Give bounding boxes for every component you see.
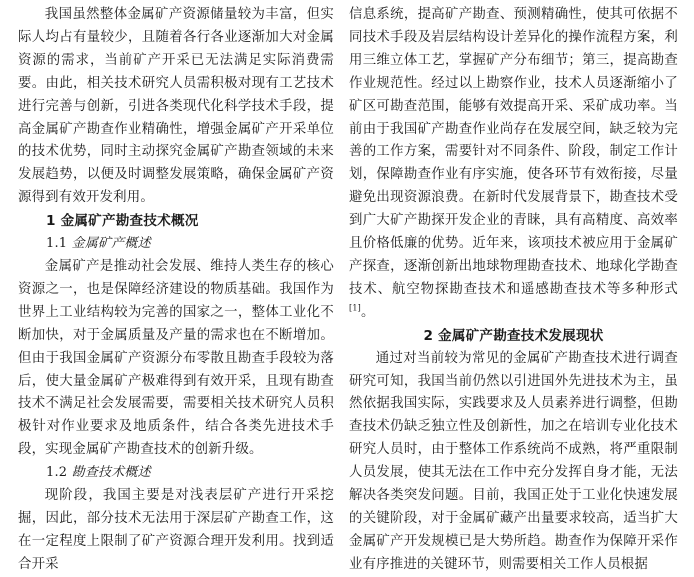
section-1-1-heading [18, 233, 334, 256]
citation-marker: [1] [349, 303, 361, 313]
right-column [349, 4, 678, 577]
section-1-2-title: 勘查技术概述 [71, 465, 151, 481]
continued-paragraph-end: 。 [360, 304, 375, 320]
intro-paragraph: 我国虽然整体金属矿产资源储量较为丰富，但实际人均占有量较少，且随着各行各业逐渐加大对金属资源的需求，当前矿产开采已无法满足实际消费需要。由此，相关技术研究人员需积极对现有工艺技术进行完善与创新，引进各类现代化科学技术手段，提高金属矿产勘查作业精确性，增强金属矿产开采单位的技术优势，同时主动探究金属矿产勘查领域的未来发展趋势，以便及时调整发展策略，确保金属矿产资源得到有效开发利用。 [18, 7, 334, 206]
section-1-1-paragraph: 金属矿产是推动社会发展、维持人类生存的核心资源之一，也是保障经济建设的物质基础。我国作为世界上工业结构较为完善的国家之一，整体工业化不断加快，对于金属质量及产量的需求也在不断增加。但由于我国金属矿产资源分布零散且勘查手段较为落后，使大量金属矿产极难得到有效开采，且现有勘查技术不满足社会发展需要，需要相关技术研究人员积极针对作业要求及地质条件，结合各类先进技术手段，实现金属矿产勘查技术的创新升级。 [18, 258, 334, 458]
section-1-heading: 1 金属矿产勘查技术概况 [46, 213, 199, 230]
section-1-1-number: 1.1 [46, 236, 68, 252]
continued-paragraph-text: 信息系统，提高矿产勘查、预测精确性，使其可依据不同技术手段及岩层结构设计差异化的操作流程方案，利用三维立体工艺，掌握矿产分布细节；第三，提高勘查作业规范性。经过以上勘察作业，技术人员逐渐缩小了矿区可勘查范围，能够有效提高开采、采矿成功率。当前由于我国矿产勘查作业尚存在发展空间，缺乏较为完善的工作方案，需要针对不同条件、阶段，制定工作计划，保障勘查作业有序实施，使各环节有效衔接，尽量避免出现资源浪费。在新时代发展背景下，勘查技术受到广大矿产勘探开发企业的青睐，具有高精度、高效率且价格低廉的优势。近年来，该项技术被应用于金属矿产探查，逐渐创新出地球物理勘查技术、地球化学勘查技术、航空物探勘查技术和遥感勘查技术等多种形式 [349, 7, 678, 297]
section-1-2-heading [18, 462, 334, 485]
left-column [18, 4, 334, 577]
section-1-2-paragraph: 现阶段，我国主要是对浅表层矿产进行开采挖掘，因此，部分技术无法用于深层矿产勘查工作，这在一定程度上限制了矿产资源合理开发利用。找到适合开采 [18, 488, 334, 572]
section-2-paragraph: 通过对当前较为常见的金属矿产勘查技术进行调查研究可知，我国当前仍然以引进国外先进技术为主，虽然依据我国实际，实践要求及人员素养进行调整，但勘查技术仍缺乏独立性及创新性，加之在培训专业化技术研究人员时，由于整体工作系统尚不成熟，将严重限制人员发展，使其无法在工作中充分发挥自身才能，无法解决各类突发问题。目前，我国正处于工业化快速发展的关键阶段，对于金属矿藏产出量要求较高，适当扩大金属矿产开发规模已是大势所趋。勘查作为保障开采作业有序推进的关键环节，则需要相关工作人员根据 [349, 350, 678, 572]
continued-paragraph [349, 4, 678, 325]
section-1-2-number: 1.2 [46, 465, 68, 481]
section-1-1-title: 金属矿产概述 [71, 236, 151, 252]
section-2-heading: 2 金属矿产勘查技术发展现状 [423, 327, 604, 344]
